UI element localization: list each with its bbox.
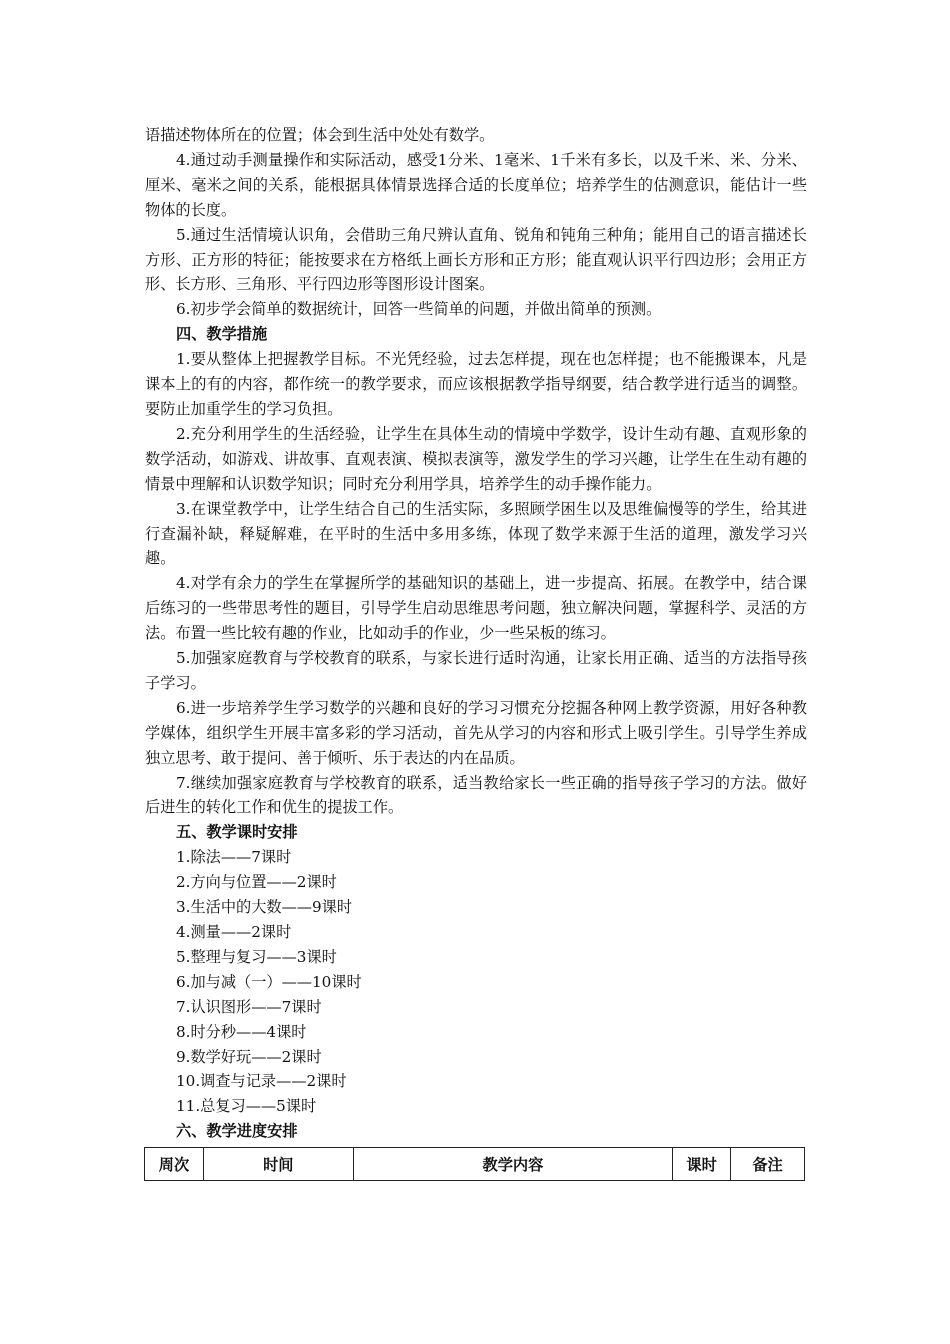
hours-item-2: 2.方向与位置——2课时 [176, 873, 337, 892]
measure-item-6: 6.进一步培养学生学习数学的兴趣和良好的学习习惯充分挖掘各种网上教学资源，用好各种教学媒体，组织学生开展丰富多彩的学习活动，首先从学习的内容和形式上吸引学生。引导学生养成独立思考、敢于提问、善于倾听、乐于表达的内在品质。 [145, 698, 807, 767]
goal-item-6: 6.初步学会简单的数据统计，回答一些简单的问题，并做出简单的预测。 [176, 300, 662, 319]
hours-item-7: 7.认识图形——7课时 [176, 997, 322, 1016]
column-header-notes: 备注 [731, 1148, 805, 1181]
hours-item-8: 8.时分秒——4课时 [176, 1022, 307, 1041]
hours-item-4: 4.测量——2课时 [176, 923, 292, 941]
measure-item-2: 2.充分利用学生的生活经验，让学生在具体生动的情境中学数学，设计生动有趣、直观形象的数学活动，如游戏、讲故事、直观表演、模拟表演等，激发学生的学习兴趣，让学生在生动有趣的情景中理解和认识数学知识；同时充分利用学具，培养学生的动手操作能力。 [145, 424, 807, 493]
hours-item-5: 5.整理与复习——3课时 [176, 947, 337, 966]
hours-item-1: 1.除法——7课时 [176, 848, 292, 867]
measure-item-7: 7.继续加强家庭教育与学校教育的联系，适当教给家长一些正确的指导孩子学习的方法。做好后进生的转化工作和优生的提拔工作。 [145, 773, 807, 817]
column-header-hours: 课时 [673, 1148, 731, 1181]
measure-item-5: 5.加强家庭教育与学校教育的联系，与家长进行适时沟通，让家长用正确、适当的方法指导孩子学习。 [145, 649, 807, 692]
goal-item-5: 5.通过生活情境认识角，会借助三角尺辨认直角、锐角和钝角三种角；能用自己的语言描述长方形、正方形的特征；能按要求在方格纸上画长方形和正方形；能直观认识平行四边形；会用正方形、长方形、三角形、平行四边形等图形设计图案。 [145, 225, 807, 294]
measure-item-1: 1.要从整体上把握教学目标。不光凭经验，过去怎样提，现在也怎样提；也不能搬课本，凡是课本上的有的内容，都作统一的教学要求，而应该根据教学指导纲要，结合教学进行适当的调整。要防止加重学生的学习负担。 [145, 350, 807, 418]
hours-item-3: 3.生活中的大数——9课时 [176, 898, 353, 917]
schedule-table-header-row [145, 1148, 805, 1181]
section-heading-hours: 五、教学课时安排 [176, 823, 298, 842]
goal-item-4: 4.通过动手测量操作和实际活动，感受1分米、1毫米、1千米有多长，以及千米、米、分米、厘米、毫米之间的关系，能根据具体情景选择合适的长度单位；培养学生的估测意识，能估计一些物体的长度。 [145, 150, 807, 219]
document-body [145, 123, 807, 1144]
measure-item-3: 3.在课堂教学中，让学生结合自己的生活实际，多照顾学困生以及思维偏慢等的学生，给其进行查漏补缺，释疑解难，在平时的生活中多用多练，体现了数学来源于生活的道理，激发学习兴趣。 [145, 499, 807, 568]
column-header-content: 教学内容 [353, 1148, 672, 1181]
column-header-week: 周次 [145, 1148, 204, 1181]
schedule-table [144, 1147, 805, 1181]
hours-item-6: 6.加与减（一）——10课时 [176, 972, 362, 991]
hours-item-11: 11.总复习——5课时 [176, 1097, 317, 1116]
section-heading-measures: 四、教学措施 [176, 325, 268, 344]
measure-item-4: 4.对学有余力的学生在掌握所学的基础知识的基础上，进一步提高、拓展。在教学中，结合课后练习的一些带思考性的题目，引导学生启动思维思考问题，独立解决问题，掌握科学、灵活的方法。布置一些比较有趣的作业，比如动手的作业，少一些呆板的练习。 [145, 574, 807, 643]
hours-item-9: 9.数学好玩——2课时 [176, 1047, 322, 1066]
section-heading-schedule: 六、教学进度安排 [176, 1122, 298, 1141]
column-header-time: 时间 [203, 1148, 353, 1181]
goals-continued-text: 语描述物体所在的位置；体会到生活中处处有数学。 [145, 126, 495, 144]
hours-item-10: 10.调查与记录——2课时 [176, 1072, 347, 1091]
